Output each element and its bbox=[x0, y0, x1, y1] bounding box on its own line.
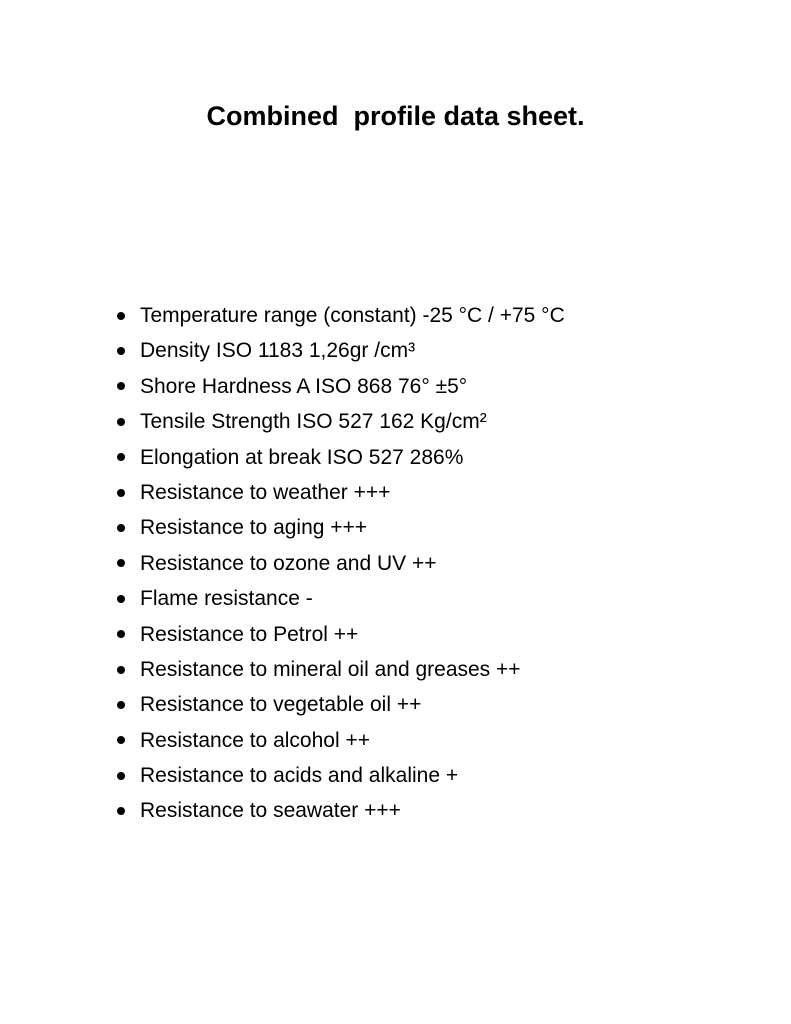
list-item-text: Density ISO 1183 1,26gr /cm³ bbox=[140, 339, 416, 363]
list-item-text: Shore Hardness A ISO 868 76° ±5° bbox=[140, 374, 468, 398]
bullet-icon bbox=[117, 382, 125, 390]
bullet-icon bbox=[117, 418, 125, 426]
list-item bbox=[113, 333, 763, 368]
list-item-text: Resistance to Petrol ++ bbox=[140, 622, 359, 646]
list-item-text: Resistance to vegetable oil ++ bbox=[140, 693, 422, 717]
list-item bbox=[113, 687, 763, 722]
bullet-icon bbox=[117, 559, 125, 567]
property-list bbox=[113, 298, 763, 829]
list-item bbox=[113, 581, 763, 616]
bullet-icon bbox=[117, 489, 125, 497]
list-item-text: Resistance to acids and alkaline + bbox=[140, 764, 459, 788]
list-item bbox=[113, 652, 763, 687]
list-item-text: Resistance to aging +++ bbox=[140, 516, 368, 540]
bullet-icon bbox=[117, 312, 125, 320]
list-item-text: Resistance to weather +++ bbox=[140, 480, 391, 504]
list-item-text: Resistance to ozone and UV ++ bbox=[140, 551, 437, 575]
list-item bbox=[113, 758, 763, 793]
list-item-text: Resistance to mineral oil and greases ++ bbox=[140, 657, 521, 681]
list-item-text: Resistance to alcohol ++ bbox=[140, 728, 370, 752]
list-item bbox=[113, 440, 763, 475]
bullet-icon bbox=[117, 701, 125, 709]
list-item bbox=[113, 546, 763, 581]
list-item bbox=[113, 298, 763, 333]
bullet-icon bbox=[117, 630, 125, 638]
list-item bbox=[113, 723, 763, 758]
list-item bbox=[113, 475, 763, 510]
list-item bbox=[113, 369, 763, 404]
bullet-icon bbox=[117, 347, 125, 355]
bullet-icon bbox=[117, 772, 125, 780]
list-item-text: Elongation at break ISO 527 286% bbox=[140, 445, 464, 469]
list-item-text: Flame resistance - bbox=[140, 587, 313, 611]
bullet-icon bbox=[117, 524, 125, 532]
bullet-icon bbox=[117, 807, 125, 815]
bullet-icon bbox=[117, 453, 125, 461]
bullet-icon bbox=[117, 736, 125, 744]
list-item bbox=[113, 617, 763, 652]
list-item-text: Temperature range (constant) -25 °C / +75 °C bbox=[140, 304, 565, 327]
bullet-icon bbox=[117, 666, 125, 674]
list-item bbox=[113, 404, 763, 439]
page-title: Combined profile data sheet. bbox=[206, 101, 585, 131]
bullet-icon bbox=[117, 595, 125, 603]
list-item-text: Resistance to seawater +++ bbox=[140, 799, 401, 823]
list-item-text: Tensile Strength ISO 527 162 Kg/cm² bbox=[140, 410, 487, 434]
list-item bbox=[113, 510, 763, 545]
list-item bbox=[113, 793, 763, 828]
